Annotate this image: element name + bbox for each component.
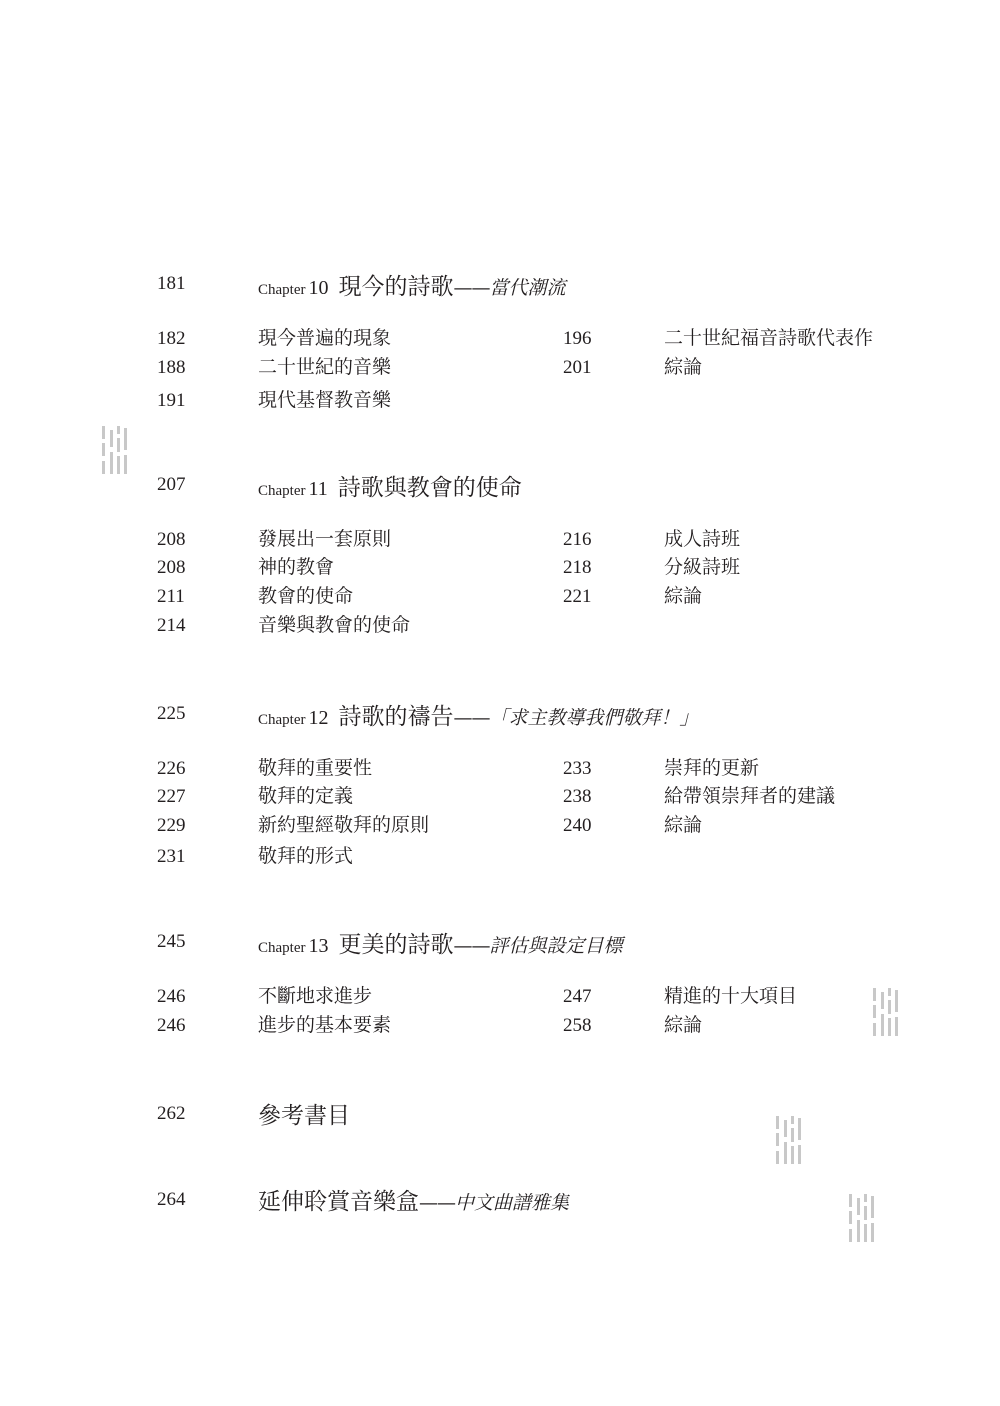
toc-entry-page[interactable]: 191	[157, 390, 186, 411]
chapter-label: Chapter	[258, 940, 306, 956]
toc-entry-title[interactable]: 敬拜的定義	[258, 785, 354, 807]
toc-entry-title[interactable]: 崇拜的更新	[664, 757, 760, 779]
chapter-10-heading[interactable]	[258, 268, 566, 301]
toc-entry-page[interactable]: 246	[157, 986, 186, 1007]
toc-entry-page[interactable]: 233	[563, 758, 592, 779]
music-appendix-page[interactable]: 264	[157, 1189, 186, 1210]
toc-entry-title[interactable]: 進步的基本要素	[258, 1014, 392, 1036]
toc-entry-page[interactable]: 208	[157, 529, 186, 550]
toc-entry-title[interactable]: 現今普遍的現象	[258, 327, 392, 349]
toc-entry-page[interactable]: 226	[157, 758, 186, 779]
toc-entry-page[interactable]: 246	[157, 1015, 186, 1036]
toc-entry-title[interactable]: 敬拜的形式	[258, 845, 354, 867]
toc-entry-title[interactable]: 成人詩班	[664, 528, 741, 550]
chapter-subtitle: 當代潮流	[489, 277, 566, 299]
chapter-number: 11	[308, 478, 328, 500]
toc-entry-page[interactable]: 238	[563, 786, 592, 807]
music-appendix-title: 延伸聆賞音樂盒	[258, 1189, 419, 1215]
ornament-icon	[849, 1194, 875, 1242]
chapter-label: Chapter	[258, 712, 306, 728]
em-dash: ——	[453, 707, 490, 729]
toc-entry-title[interactable]: 綜論	[664, 814, 703, 836]
chapter-number: 10	[308, 277, 329, 299]
ornament-icon	[873, 988, 899, 1036]
bibliography-page[interactable]: 262	[157, 1103, 186, 1124]
toc-entry-page[interactable]: 214	[157, 615, 186, 636]
chapter-subtitle: 評估與設定目標	[489, 935, 623, 957]
ornament-icon	[776, 1116, 802, 1164]
toc-entry-title[interactable]: 現代基督教音樂	[258, 389, 392, 411]
toc-entry-title[interactable]: 發展出一套原則	[258, 528, 392, 550]
toc-entry-title[interactable]: 神的教會	[258, 556, 335, 578]
toc-entry-page[interactable]: 201	[563, 357, 592, 378]
toc-entry-title[interactable]: 不斷地求進步	[258, 985, 373, 1007]
chapter-title: 詩歌與教會的使命	[337, 475, 522, 501]
em-dash: ——	[453, 935, 490, 957]
music-appendix-subtitle: 中文曲譜雅集	[455, 1192, 570, 1214]
chapter-title: 現今的詩歌	[338, 274, 454, 300]
ornament-icon	[102, 426, 128, 474]
bibliography-title[interactable]: 參考書目	[258, 1103, 350, 1129]
toc-entry-title[interactable]: 綜論	[664, 1014, 703, 1036]
toc-entry-title[interactable]: 給帶領崇拜者的建議	[664, 785, 836, 807]
music-appendix-heading[interactable]	[258, 1183, 569, 1216]
toc-entry-title[interactable]: 二十世紀的音樂	[258, 356, 392, 378]
toc-entry-page[interactable]: 258	[563, 1015, 592, 1036]
toc-entry-page[interactable]: 216	[563, 529, 592, 550]
toc-entry-title[interactable]: 綜論	[664, 585, 703, 607]
chapter-label: Chapter	[258, 483, 306, 499]
toc-entry-title[interactable]: 二十世紀福音詩歌代表作	[664, 327, 874, 349]
chapter-10-page[interactable]: 181	[157, 273, 186, 294]
toc-entry-title[interactable]: 精進的十大項目	[664, 985, 798, 1007]
chapter-12-page[interactable]: 225	[157, 703, 186, 724]
toc-entry-page[interactable]: 229	[157, 815, 186, 836]
toc-entry-page[interactable]: 231	[157, 846, 186, 867]
toc-entry-page[interactable]: 208	[157, 557, 186, 578]
chapter-11-heading[interactable]	[258, 469, 522, 502]
chapter-13-heading[interactable]	[258, 926, 623, 959]
toc-entry-page[interactable]: 227	[157, 786, 186, 807]
chapter-label: Chapter	[258, 282, 306, 298]
toc-entry-title[interactable]: 新約聖經敬拜的原則	[258, 814, 430, 836]
toc-entry-page[interactable]: 182	[157, 328, 186, 349]
toc-entry-title[interactable]: 教會的使命	[258, 585, 354, 607]
toc-entry-page[interactable]: 188	[157, 357, 186, 378]
chapter-12-heading[interactable]	[258, 698, 699, 731]
chapter-number: 13	[308, 935, 329, 957]
toc-entry-page[interactable]: 196	[563, 328, 592, 349]
toc-entry-title[interactable]: 敬拜的重要性	[258, 757, 373, 779]
chapter-title: 詩歌的禱告	[338, 704, 454, 730]
chapter-title: 更美的詩歌	[338, 932, 454, 958]
toc-entry-page[interactable]: 211	[157, 586, 185, 607]
chapter-subtitle: 「求主教導我們敬拜！」	[489, 707, 699, 729]
toc-entry-page[interactable]: 240	[563, 815, 592, 836]
chapter-11-page[interactable]: 207	[157, 474, 186, 495]
toc-entry-title[interactable]: 綜論	[664, 356, 703, 378]
toc-entry-page[interactable]: 247	[563, 986, 592, 1007]
chapter-number: 12	[308, 707, 329, 729]
toc-entry-page[interactable]: 218	[563, 557, 592, 578]
chapter-13-page[interactable]: 245	[157, 931, 186, 952]
toc-entry-title[interactable]: 音樂與教會的使命	[258, 614, 411, 636]
toc-entry-title[interactable]: 分級詩班	[664, 556, 741, 578]
em-dash: ——	[453, 277, 490, 299]
em-dash: ——	[419, 1192, 455, 1214]
toc-entry-page[interactable]: 221	[563, 586, 592, 607]
